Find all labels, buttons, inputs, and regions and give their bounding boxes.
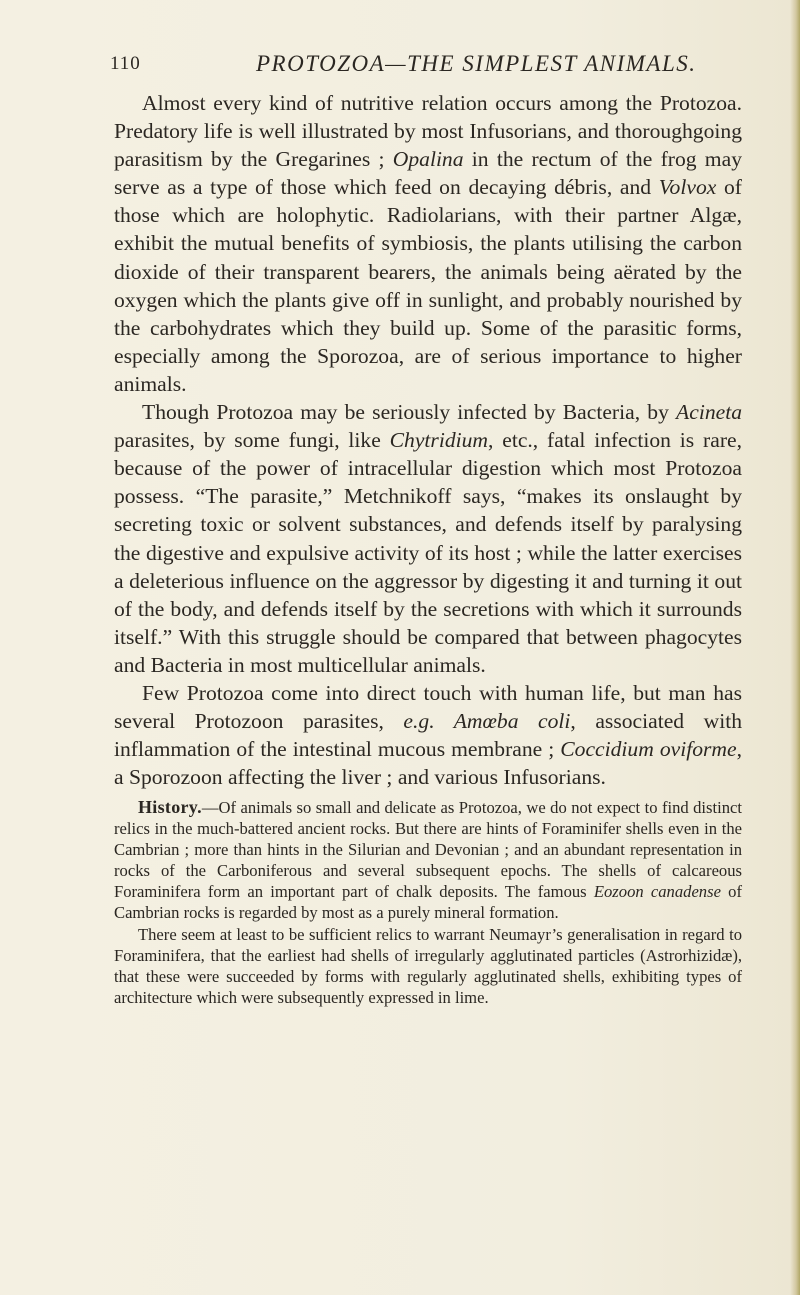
italic-term: Eozoon canadense — [593, 882, 721, 902]
text-run: , a Sporozoon affecting the liver ; and various Infusorians. — [114, 737, 742, 790]
italic-term: Chytridium — [389, 428, 489, 453]
italic-term: Opalina — [392, 147, 464, 172]
paragraph-infection — [114, 398, 742, 679]
text-run: , associated with inflammation of the intestinal mucous membrane ; — [114, 709, 742, 762]
history-paragraph-1 — [114, 797, 742, 924]
italic-term: Volvox — [658, 175, 717, 200]
page-number: 110 — [110, 53, 141, 74]
text-run: , etc., fatal infection is rare, because of the power of intracellular digestion which most Protozoa possess. “The parasite,” Metchnikoff says, “makes its onslaught by secreting toxic or solvent substances, and defends itself by paralysing the digestive and expulsive activity of its host ; while the latter exercises a deleterious influence on the aggressor by digesting it and turning it out of the body, and defends itself by the secretions with which it surrounds itself.” With this struggle should be compared that between phagocytes and Bacteria in most multicellular animals. — [114, 428, 742, 677]
text-run: of those which are holophytic. Radiolarians, with their partner Algæ, exhibit the mutual benefits of symbiosis, the plants utilising the carbon dioxide of their transparent bearers, the animals being aërated by the oxygen which the plants give off in sunlight, and probably nourished by the carbohydrates which they build up. Some of the parasitic forms, especially among the Sporozoa, are of serious importance to higher animals. — [114, 175, 742, 396]
text-run: —Of animals so small and delicate as Protozoa, we do not expect to find distinct relics in the much-battered ancient rocks. But there are hints of Foraminifer shells even in the Cambrian ; more than hints in the Silurian and Devonian ; and an abundant representation in rocks of the Carboniferous and several subsequent epochs. The shells of calcareous Foraminifera form an important part of chalk deposits. The famous — [114, 798, 742, 902]
running-title: PROTOZOA—THE SIMPLEST ANIMALS. — [256, 51, 697, 76]
main-text — [114, 83, 742, 791]
italic-term: e.g. Amœba coli — [403, 709, 571, 734]
text-run: parasites, by some fungi, like — [114, 428, 390, 453]
text-run: of Cambrian rocks is regarded by most as a purely mineral formation. — [114, 882, 742, 923]
history-paragraph-2: There seem at least to be sufficient relics to warrant Neumayr’s generalisation in regard to Foraminifera, that the earliest had shells of irregularly agglutinated particles (Astrorhizidæ), that these were succeeded by forms with regularly agglutinated shells, exhibiting types of architecture which were subsequently expressed in lime. — [114, 924, 742, 1007]
italic-term: Coccidium oviforme — [560, 737, 737, 762]
paragraph-human-parasites — [114, 679, 742, 791]
text-run: in the rectum of the frog may serve as a type of those which feed on decaying débris, and — [114, 147, 742, 200]
text-run: Almost every kind of nutritive relation occurs among the Protozoa. Predatory life is well illustrated by most Infusorians, and thoroughgoing parasitism by the Gregarines ; — [114, 91, 742, 172]
history-section — [114, 797, 742, 1008]
page-edge-shading — [790, 0, 800, 1295]
italic-term: Acineta — [676, 400, 742, 425]
text-run: Few Protozoa come into direct touch with human life, but man has several Protozoon parasites, — [114, 680, 742, 734]
paragraph-nutritive-relations — [114, 89, 742, 398]
history-heading: History. — [138, 797, 202, 817]
text-run: Though Protozoa may be seriously infected by Bacteria, by — [142, 400, 677, 425]
